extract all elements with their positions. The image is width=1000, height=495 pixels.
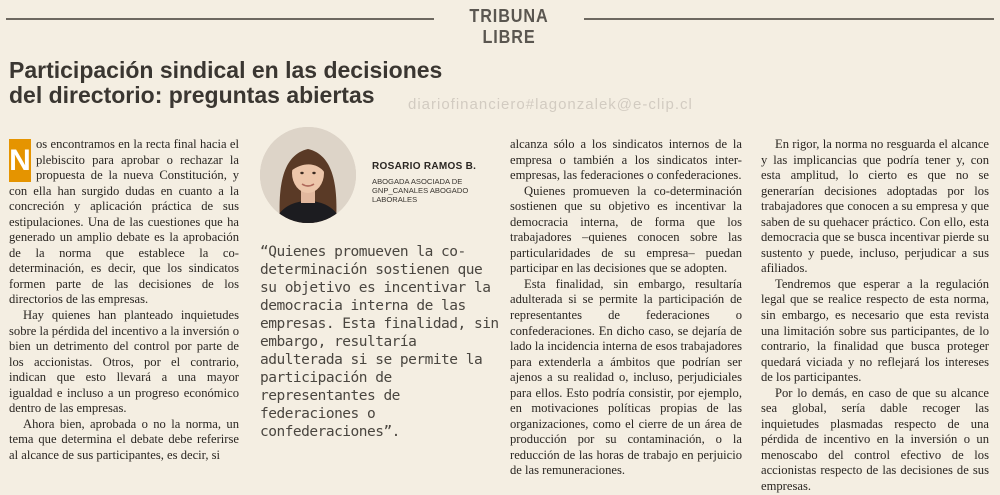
author-role: ABOGADA ASOCIADA DE GNP_CANALES ABOGADO LABORALES xyxy=(372,177,469,204)
drop-cap: N xyxy=(9,139,31,182)
section-label: TRIBUNA LIBRE xyxy=(469,6,549,47)
paragraph: Quienes promueven la co-determinación sostienen que su objetivo es incentivar la democracia interna, de forma que los trabajadores –quienes conocen sobre las particularidades de su empresa– puedan participar en las decisiones que se adopten. xyxy=(510,183,742,276)
paragraph: Esta finalidad, sin embargo, resultaría adulterada si se permite la participación de representantes de federaciones o confederaciones. En dicho caso, se dejaría de lado la incidencia interna de esos trabajadores para extenderla a ámbitos que podrían ser ajenos a su realidad o, incluso, perjudiciales para ellos. Esto podría consistir, por ejemplo, en motivaciones políticas propias de las organizaciones, como el cierre de un área de producción por su contaminación, o la reducción de las horas de trabajo en perjuicio de las remuneraciones. xyxy=(510,276,742,478)
author-photo xyxy=(260,127,356,223)
paragraph: Por lo demás, en caso de que su alcance sea global, sería dable recoger las inquietudes plasmadas respecto de una pérdida de incentivo en la inversión o un menoscabo del control efectivo de los accionistas respecto de las decisiones de sus empresas. xyxy=(761,385,989,494)
paragraph-text: os encontramos en la recta final hacia el plebiscito para aprobar o rechazar la propuesta de la nueva Constitución, y con ella han surgido dudas en cuanto a la concreción y aplicación práctica de sus estipulaciones. Una de las cuestiones que ha generado un amplio debate es la aprobación de la norma que establece la co-determinación, es decir, que los sindicatos formen parte de las decisiones de los directorios de las empresas. xyxy=(9,137,239,307)
section-header xyxy=(0,6,1000,47)
article-headline: Participación sindical en las decisiones del directorio: preguntas abiertas xyxy=(9,57,443,108)
paragraph: Ahora bien, aprobada o no la norma, un tema que determina el debate debe referirse al alcance de sus participantes, es decir, si xyxy=(9,416,239,462)
body-column-1 xyxy=(9,137,239,463)
paragraph: En rigor, la norma no resguarda el alcance y las implicancias que podría tener y, con esta amplitud, lo cierto es que no se generarían decisiones adoptadas por los trabajadores que conocen a su empresa y que saben de su quehacer práctico. Con ello, esta democracia que se busca incentivar pierde su sustento y puede, incluso, perjudicar a sus afiliados. xyxy=(761,137,989,276)
author-name: ROSARIO RAMOS B. xyxy=(372,161,477,172)
header-rule-right xyxy=(584,18,994,20)
watermark: diariofinanciero#lagonzalek@e-clip.cl xyxy=(408,96,693,113)
paragraph: Tendremos que esperar a la regulación legal que se realice respecto de esta norma, sin embargo, es necesario que esta revista una limitación sobre sus participantes, de lo contrario, la finalidad que busca proteger quedará viciada y no reflejará los intereses de los participantes. xyxy=(761,276,989,385)
paragraph: Hay quienes han planteado inquietudes sobre la pérdida del incentivo a la inversión o bien un detrimento del control por parte de los accionistas. Otros, por el contrario, indican que esto llevará a una mayor igualdad e incluso a un progreso económico dentro de las empresas. xyxy=(9,308,239,416)
pull-quote: “Quienes promueven la co-determinación sostienen que su objetivo es incentivar la democracia interna de las empresas. Esta finalidad, sin embargo, resultaría adulterada si se permite la participación de representantes de federaciones o confederaciones”. xyxy=(260,244,499,440)
paragraph: alcanza sólo a los sindicatos internos de la empresa o también a los sindicatos inter-empresas, las federaciones o confederaciones. xyxy=(510,137,742,183)
author-portrait-icon xyxy=(260,127,356,223)
header-rule-left xyxy=(6,18,434,20)
paragraph xyxy=(9,137,239,308)
body-column-4 xyxy=(761,137,989,495)
body-column-3 xyxy=(510,137,742,479)
